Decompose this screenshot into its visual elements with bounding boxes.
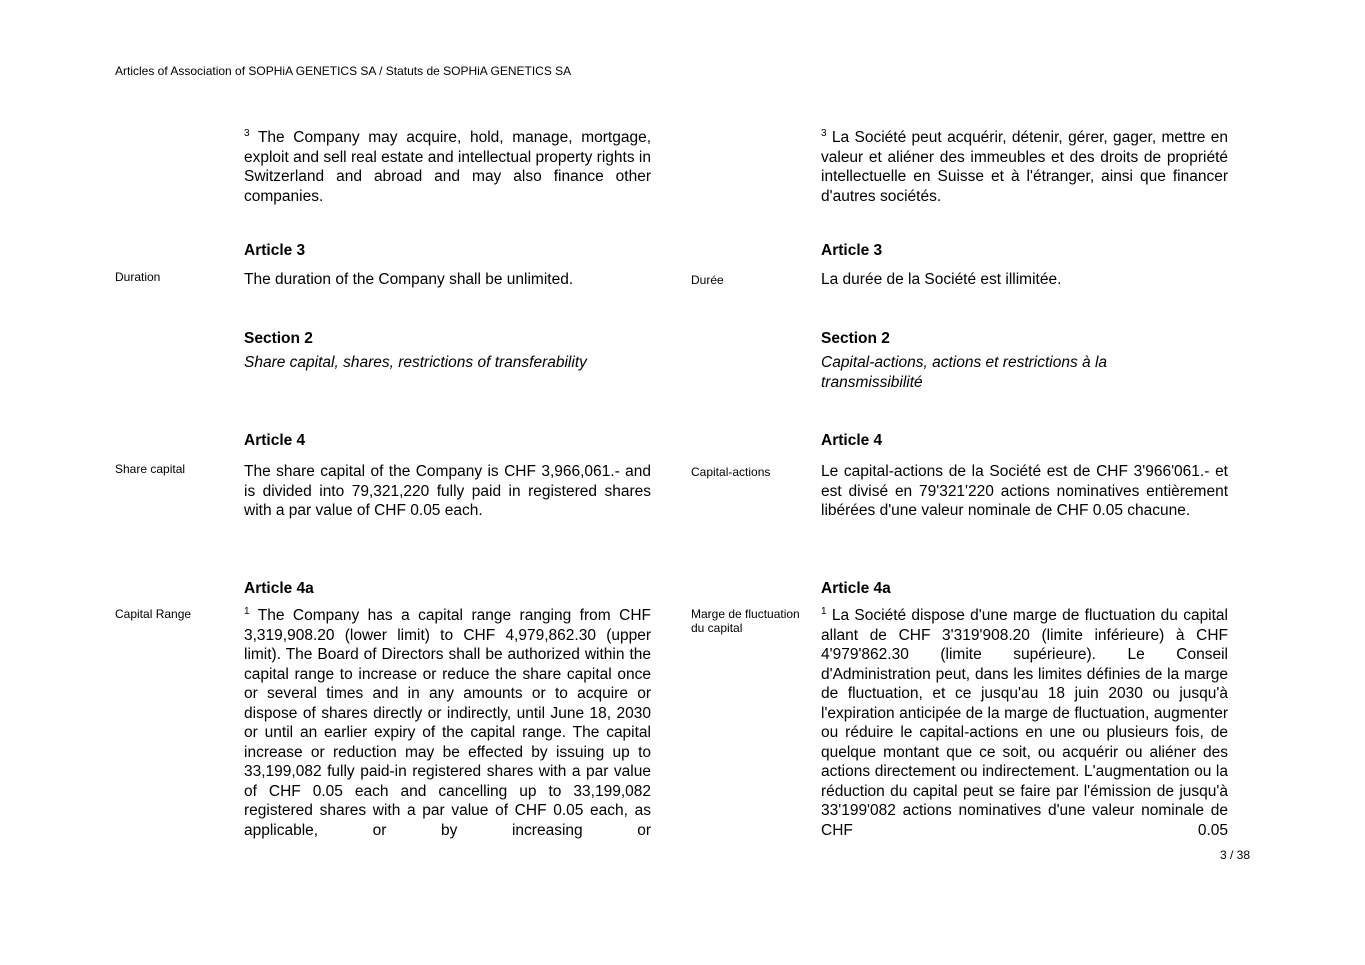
paragraph-number: 3 [244, 128, 250, 139]
section2-subtitle-fr: Capital-actions, actions et restrictions à la transmissibilité [821, 354, 1108, 391]
article3-margin-fr: Durée [691, 273, 724, 287]
article4-heading-en: Article 4 [244, 432, 306, 449]
paragraph-number: 1 [821, 606, 827, 617]
article4-heading-fr: Article 4 [821, 432, 883, 449]
paragraph-text: The Company may acquire, hold, manage, mortgage, exploit and sell real estate and intellectual property rights in Switzerland and abroad and may also finance other companies. [244, 129, 652, 205]
paragraph-number: 3 [821, 128, 827, 139]
article4a-margin-en: Capital Range [115, 607, 192, 621]
article4a-margin-fr: Marge de fluctuation du capital [691, 607, 800, 635]
paragraph-number: 1 [244, 606, 250, 617]
article4-text-en: The share capital of the Company is CHF 3,966,061.- and is divided into 79,321,220 fully paid in registered shares with a par value of CHF 0.05 each. [244, 463, 651, 519]
article3-text-en: The duration of the Company shall be unlimited. [244, 271, 574, 288]
page-number: 3 / 38 [1219, 848, 1250, 862]
article4-text-fr: Le capital-actions de la Société est de CHF 3'966'061.- et est divisé en 79'321'220 actions nominatives entièrement libérées d'une valeur nominale de CHF 0.05 chacune. [821, 463, 1228, 519]
paragraph-text: La Société peut acquérir, détenir, gérer, gager, mettre en valeur et aliéner des immeubles et des droits de propriété intellectuelle en Suisse et à l'étranger, ainsi que financer d'autres sociétés. [821, 129, 1229, 205]
article4a-text-fr [821, 606, 1228, 840]
section2-heading-en: Section 2 [244, 330, 313, 347]
document-header: Articles of Association of SOPHiA GENETICS SA / Statuts de SOPHiA GENETICS SA [115, 64, 572, 78]
article3-heading-en: Article 3 [244, 242, 306, 259]
art2-par3-en [244, 128, 651, 206]
section2-subtitle-en: Share capital, shares, restrictions of transferability [244, 354, 587, 371]
article3-heading-fr: Article 3 [821, 242, 883, 259]
article4-margin-fr: Capital-actions [691, 465, 771, 479]
paragraph-text: La Société dispose d'une marge de fluctuation du capital allant de CHF 3'319'908.20 (limite inférieure) à CHF 4'979'862.30 (limite supérieure). Le Conseil d'Administration peut, dans les limites définies de la marge de fluctuation, et ce jusqu'au 18 juin 2030 ou jusqu'à l'expiration anticipée de la marge de fluctuation, augmenter ou réduire le capital-actions en une ou plusieurs fois, de quelque montant que ce soit, ou acquérir ou aliéner des actions directement ou indirectement. L'augmentation ou la réduction du capital peut se faire par l'émission de jusqu'à 33'199'082 actions nominatives d'une valeur nominale de CHF 0.05 [821, 607, 1228, 839]
paragraph-text: The Company has a capital range ranging from CHF 3,319,908.20 (lower limit) to CHF 4,979,862.30 (upper limit). The Board of Directors shall be authorized within the capital range to increase or reduce the share capital once or several times and in any amounts or to acquire or dispose of shares directly or indirectly, until June 18, 2030 or until an earlier expiry of the capital range. The capital increase or reduction may be effected by issuing up to 33,199,082 fully paid-in registered shares with a par value of CHF 0.05 each and cancelling up to 33,199,082 registered shares with a par value of CHF 0.05 each, as applicable, or by increasing or [244, 607, 651, 839]
article3-margin-en: Duration [115, 270, 161, 284]
article4-margin-en: Share capital [115, 462, 186, 476]
article4a-text-en [244, 606, 651, 840]
article4a-heading-fr: Article 4a [821, 580, 891, 597]
article3-text-fr: La durée de la Société est illimitée. [821, 271, 1062, 288]
section2-heading-fr: Section 2 [821, 330, 890, 347]
art2-par3-fr [821, 128, 1228, 206]
article4a-heading-en: Article 4a [244, 580, 314, 597]
